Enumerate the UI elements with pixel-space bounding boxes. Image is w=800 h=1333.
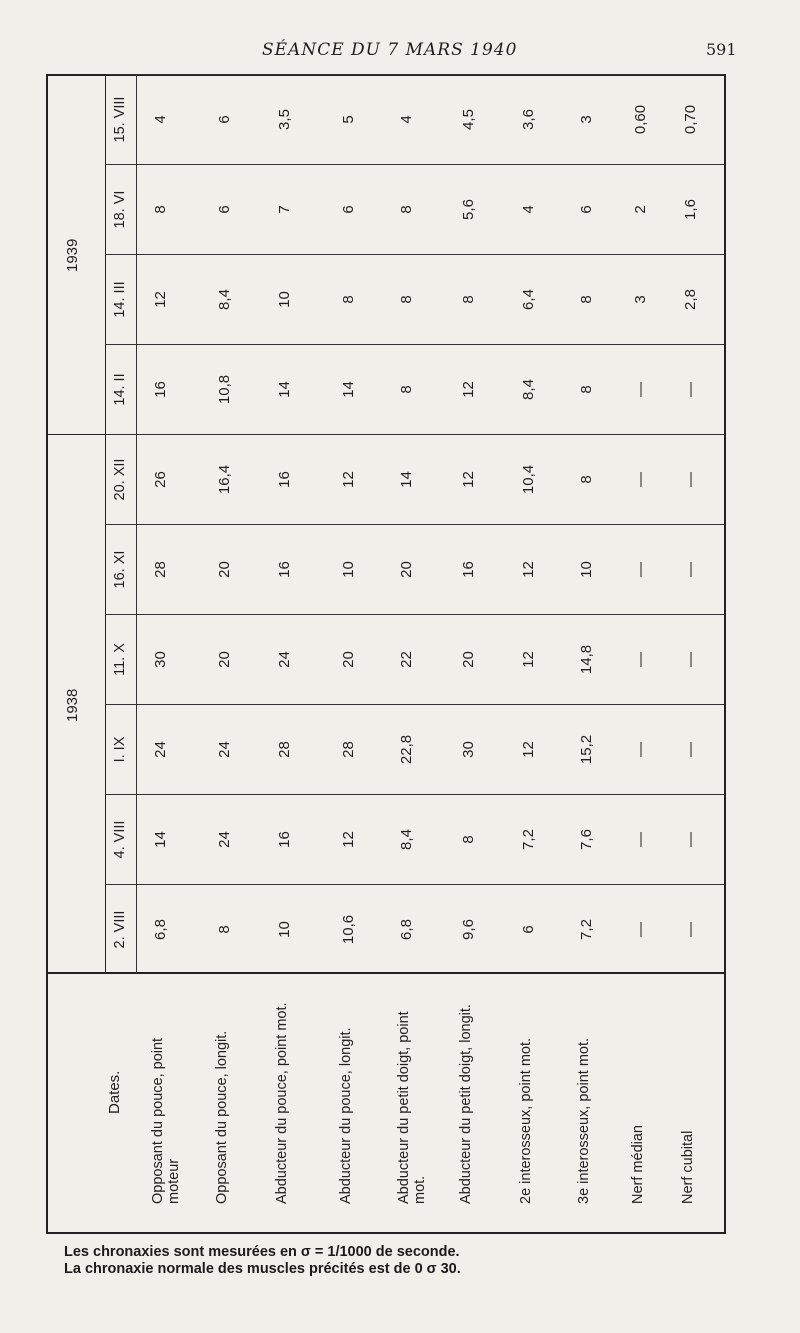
row-label: 2e interosseux, point mot.	[518, 1037, 534, 1204]
table-cell: 8	[578, 475, 595, 484]
table-cell: 7,6	[578, 829, 595, 850]
table-cell: —	[682, 832, 699, 847]
table-cell: 9,6	[460, 919, 477, 940]
header-rule	[136, 75, 137, 164]
table-cell: 6	[340, 205, 357, 214]
table-cell: 20	[398, 561, 415, 578]
table-cell: 3	[578, 115, 595, 124]
table-cell: 14	[276, 381, 293, 398]
date-header: 18. VI	[112, 190, 128, 229]
chronaxie-table	[46, 74, 726, 1234]
date-column	[106, 434, 724, 524]
date-header: 4. VIII	[112, 820, 128, 859]
table-cell: 24	[216, 741, 233, 758]
table-cell: 16	[276, 561, 293, 578]
date-header: 14. II	[112, 373, 128, 406]
row-label: Abducteur du petit doigt, point mot.	[396, 1011, 428, 1204]
table-cell: 8	[578, 295, 595, 304]
table-cell: 6	[216, 115, 233, 124]
table-cell: 0,60	[632, 104, 649, 135]
date-column	[106, 704, 724, 794]
table-cell: 3,5	[276, 109, 293, 130]
table-cell: 24	[152, 741, 169, 758]
table-cell: 8	[398, 295, 415, 304]
table-cell: —	[632, 832, 649, 847]
table-cell: 3	[632, 295, 649, 304]
date-header: 20. XII	[112, 458, 128, 501]
running-head: SÉANCE DU 7 MARS 1940	[262, 40, 518, 60]
table-cell: 12	[520, 561, 537, 578]
table-cell: 6	[216, 205, 233, 214]
header-rule	[136, 255, 137, 344]
table-cell: 24	[216, 831, 233, 848]
footnote-unit: Les chronaxies sont mesurées en σ = 1/1000 de seconde.	[64, 1244, 460, 1260]
year-band	[48, 74, 106, 434]
table-cell: 28	[152, 561, 169, 578]
date-column	[106, 164, 724, 254]
table-cell: 16,4	[216, 464, 233, 495]
table-cell: 7	[276, 205, 293, 214]
table-cell: 20	[216, 561, 233, 578]
table-cell: 7,2	[578, 919, 595, 940]
table-cell: 6	[520, 925, 537, 934]
table-cell: —	[682, 922, 699, 937]
table-cell: 12	[520, 741, 537, 758]
row-label: Abducteur du petit doigt, longit.	[458, 1004, 474, 1204]
table-cell: 4	[520, 205, 537, 214]
table-cell: 10	[276, 291, 293, 308]
row-label: Opposant du pouce, longit.	[214, 1030, 230, 1204]
table-cell: 10	[578, 561, 595, 578]
table-cell: —	[682, 562, 699, 577]
table-cell: —	[632, 382, 649, 397]
table-cell: 10	[340, 561, 357, 578]
date-header: I. IX	[112, 736, 128, 763]
table-cell: 6,8	[398, 919, 415, 940]
page-number: 591	[706, 40, 737, 59]
date-column	[106, 344, 724, 434]
row-label: Nerf cubital	[680, 1130, 696, 1204]
table-cell: 16	[152, 381, 169, 398]
table-cell: 26	[152, 471, 169, 488]
table-cell: 30	[152, 651, 169, 668]
table-cell: —	[632, 562, 649, 577]
year-label: 1939	[64, 238, 81, 272]
table-cell: 14	[340, 381, 357, 398]
dates-label: Dates.	[106, 1070, 123, 1114]
table-cell: 8	[398, 385, 415, 394]
date-header: 16. XI	[112, 550, 128, 589]
footnote-normal: La chronaxie normale des muscles précités est de 0 σ 30.	[64, 1261, 461, 1277]
table-cell: 8,4	[520, 379, 537, 400]
date-column	[106, 74, 724, 164]
table-cell: 15,2	[578, 734, 595, 765]
date-column	[106, 254, 724, 344]
header-rule	[136, 705, 137, 794]
table-cell: 6	[578, 205, 595, 214]
table-cell: 16	[276, 471, 293, 488]
table-cell: 4	[152, 115, 169, 124]
header-rule	[136, 165, 137, 254]
table-cell: —	[632, 922, 649, 937]
table-cell: 16	[460, 561, 477, 578]
date-header: 2. VIII	[112, 910, 128, 949]
table-cell: 10	[276, 921, 293, 938]
table-cell: 1,6	[682, 199, 699, 220]
table-cell: 20	[340, 651, 357, 668]
header-rule	[136, 525, 137, 614]
table-cell: 28	[340, 741, 357, 758]
table-cell: —	[632, 742, 649, 757]
table-cell: 8	[340, 295, 357, 304]
header-rule	[136, 885, 137, 974]
year-label: 1938	[64, 688, 81, 722]
table-cell: 0,70	[682, 104, 699, 135]
table-cell: 28	[276, 741, 293, 758]
table-cell: 8	[460, 835, 477, 844]
table-cell: —	[682, 652, 699, 667]
table-cell: 3,6	[520, 109, 537, 130]
table-cell: 12	[340, 471, 357, 488]
year-band	[48, 434, 106, 974]
date-header: 11. X	[112, 643, 128, 676]
header-rule	[136, 435, 137, 524]
date-column	[106, 614, 724, 704]
date-column	[106, 884, 724, 974]
table-cell: 12	[340, 831, 357, 848]
date-column	[106, 794, 724, 884]
table-cell: 2,8	[682, 289, 699, 310]
table-cell: —	[682, 742, 699, 757]
table-cell: 8,4	[398, 829, 415, 850]
row-label: Abducteur du pouce, point mot.	[274, 1002, 290, 1204]
table-cell: —	[632, 472, 649, 487]
table-cell: 14	[152, 831, 169, 848]
table-cell: 8	[152, 205, 169, 214]
page-header	[0, 36, 800, 66]
table-cell: 6,4	[520, 289, 537, 310]
row-label: Nerf médian	[630, 1125, 646, 1204]
table-cell: 12	[460, 381, 477, 398]
table-cell: —	[682, 382, 699, 397]
table-cell: 14,8	[578, 644, 595, 675]
table-cell: 10,8	[216, 374, 233, 405]
header-rule	[136, 795, 137, 884]
date-column	[106, 524, 724, 614]
table-cell: 8,4	[216, 289, 233, 310]
table-cell: 12	[460, 471, 477, 488]
table-cell: 5	[340, 115, 357, 124]
table-cell: 8	[578, 385, 595, 394]
table-cell: —	[682, 472, 699, 487]
row-label: Abducteur du pouce, longit.	[338, 1027, 354, 1204]
table-cell: 4	[398, 115, 415, 124]
table-cell: —	[632, 652, 649, 667]
table-cell: 10,6	[340, 914, 357, 945]
row-labels-column	[48, 972, 724, 1232]
date-header: 15. VIII	[112, 96, 128, 143]
table-cell: 22,8	[398, 734, 415, 765]
table-cell: 4,5	[460, 109, 477, 130]
header-rule	[136, 615, 137, 704]
table-cell: 7,2	[520, 829, 537, 850]
table-cell: 20	[460, 651, 477, 668]
table-cell: 10,4	[520, 464, 537, 495]
table-cell: 30	[460, 741, 477, 758]
row-label: 3e interosseux, point mot.	[576, 1037, 592, 1204]
table-cell: 5,6	[460, 199, 477, 220]
table-cell: 8	[216, 925, 233, 934]
table-cell: 8	[460, 295, 477, 304]
table-cell: 12	[520, 651, 537, 668]
footnotes	[64, 1244, 764, 1278]
table-cell: 12	[152, 291, 169, 308]
table-cell: 2	[632, 205, 649, 214]
header-rule	[136, 345, 137, 434]
table-cell: 6,8	[152, 919, 169, 940]
date-header: 14. III	[112, 281, 128, 318]
row-label: Opposant du pouce, point moteur	[150, 1037, 182, 1204]
table-cell: 24	[276, 651, 293, 668]
table-cell: 20	[216, 651, 233, 668]
table-cell: 14	[398, 471, 415, 488]
table-cell: 22	[398, 651, 415, 668]
table-cell: 8	[398, 205, 415, 214]
table-cell: 16	[276, 831, 293, 848]
